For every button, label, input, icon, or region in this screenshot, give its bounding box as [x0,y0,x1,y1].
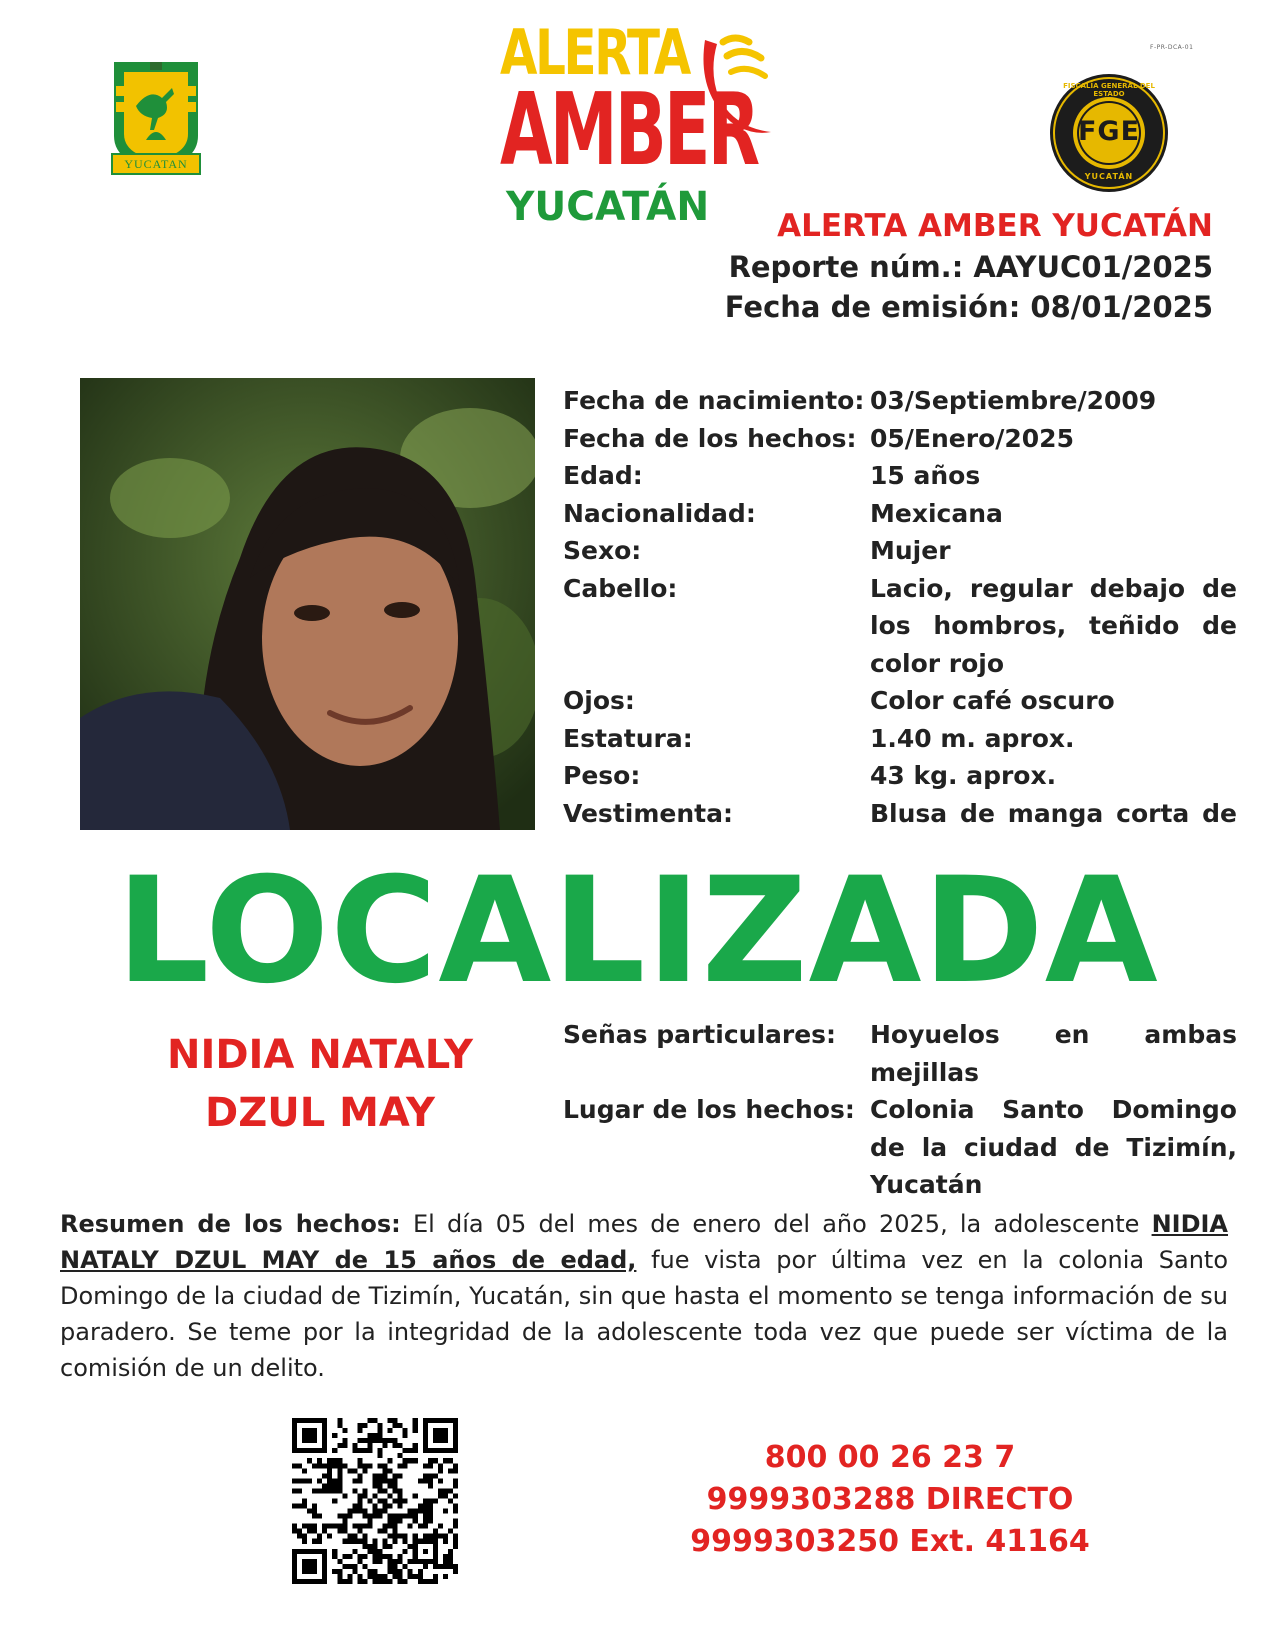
detail-row [563,532,1243,570]
detail-value: Hoyuelos en ambas mejillas [870,1020,1237,1087]
person-name [100,1026,540,1142]
detail-value: Blusa de manga corta de [870,798,1237,828]
detail-row [563,495,1243,533]
detail-label: Estatura: [563,723,693,753]
detail-label: Cabello: [563,573,678,603]
summary-text-2: fue vista por última vez en la colonia Santo Domingo de la ciudad de Tizimín, Yucatán, sin que hasta el momento se tenga información de su paradero. Se teme por la integridad de la adolescente toda vez que puede ser víctima de la comisión de un delito. [60,1246,1229,1382]
summary-label: Resumen de los hechos: [60,1210,401,1238]
detail-value: 03/Septiembre/2009 [870,386,1157,415]
detail-value: Color café oscuro [870,686,1115,715]
detail-label: Vestimenta: [563,798,733,828]
detail-label: Edad: [563,461,643,490]
details-table-2 [563,1016,1237,1204]
logo-alerta-text: ALERTA [500,16,689,89]
form-code: F-PR-DCA-01 [1150,44,1194,51]
detail-row [563,757,1243,795]
logo-amber-text: AMBER [500,71,758,188]
fge-seal-ring-top: FISCALÍA GENERAL DEL ESTADO [1063,82,1155,98]
detail-row [563,1016,1237,1091]
status-stamp: LOCALIZADA [116,846,1159,1016]
detail-row [563,682,1243,720]
fge-seal [1048,72,1170,194]
alerta-amber-logo [500,16,780,232]
person-name-line2: DZUL MAY [205,1090,435,1136]
detail-row [563,720,1243,758]
summary-paragraph [60,1206,1228,1386]
detail-value: 15 años [870,461,981,490]
issue-date: Fecha de emisión: 08/01/2025 [724,290,1213,324]
logo-yucatan-text: YUCATÁN [506,184,710,230]
detail-row [563,570,1243,683]
qr-code[interactable] [292,1418,458,1584]
person-name-line1: NIDIA NATALY [166,1032,473,1078]
detail-label: Lugar de los hechos: [563,1095,855,1124]
detail-label: Nacionalidad: [563,498,756,528]
detail-value: Mexicana [870,498,1003,528]
detail-value: Mujer [870,536,951,565]
detail-row [563,382,1243,420]
detail-row [563,457,1243,495]
detail-value: 05/Enero/2025 [870,423,1074,453]
fge-seal-ring-bottom: YUCATÁN [1084,172,1134,181]
detail-value: Lacio, regular debajo de los hombros, teñido de color rojo [870,573,1237,678]
summary-highlight: NIDIA NATALY DZUL MAY de 15 años de edad, [60,1210,1229,1274]
qr-code-icon [292,1418,458,1584]
detail-value: 1.40 m. aprox. [870,723,1075,753]
detail-label: Fecha de nacimiento: [563,386,865,415]
phone-direct[interactable]: 9999303288 DIRECTO [706,1482,1074,1517]
yucatan-shield-logo [110,58,202,180]
detail-row [563,420,1243,458]
fge-seal-center: FGE [1077,116,1141,147]
contact-phones [650,1437,1130,1563]
detail-row [563,1091,1237,1204]
details-table [563,382,1243,834]
moon-wave-icon [695,32,775,142]
alert-title: ALERTA AMBER YUCATÁN [777,208,1213,244]
shield-caption: YUCATAN [124,157,188,171]
phone-hotline[interactable]: 800 00 26 23 7 [764,1440,1016,1475]
person-photo [80,378,535,830]
detail-value: 43 kg. aprox. [870,761,1057,790]
detail-label: Señas particulares: [563,1020,837,1049]
detail-label: Sexo: [563,536,642,565]
detail-row [563,795,1243,835]
detail-label: Ojos: [563,686,635,715]
detail-label: Fecha de los hechos: [563,423,857,453]
detail-value: Colonia Santo Domingo de la ciudad de Tizimín, Yucatán [870,1095,1237,1199]
phone-extension[interactable]: 9999303250 Ext. 41164 [690,1524,1090,1559]
report-number: Reporte núm.: AAYUC01/2025 [728,250,1213,284]
detail-label: Peso: [563,761,641,790]
summary-text-1: El día 05 del mes de enero del año 2025, la adolescente [400,1210,1152,1238]
